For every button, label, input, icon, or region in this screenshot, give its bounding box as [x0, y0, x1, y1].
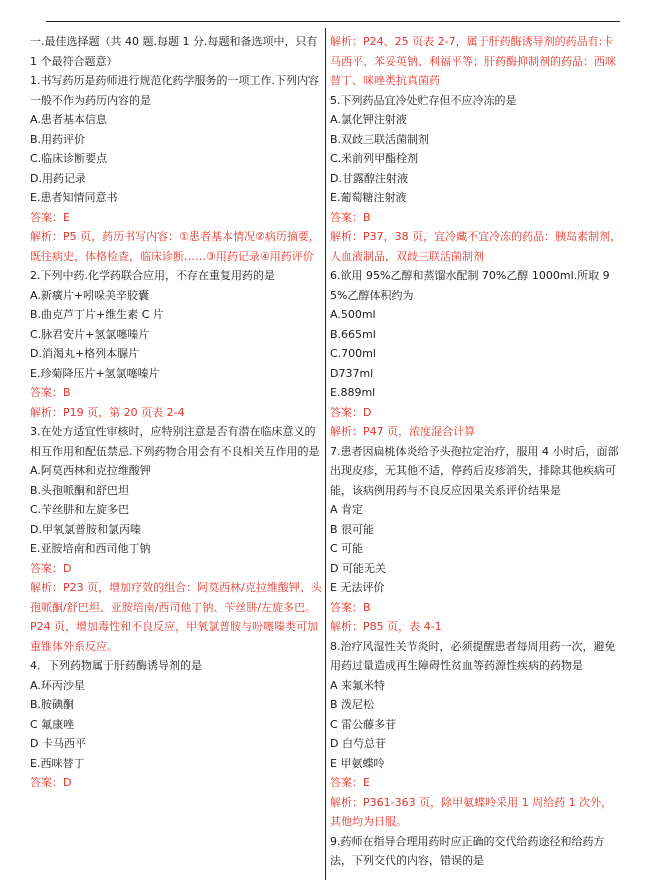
- q2-option-e: E.珍菊降压片+氢氯噻嗪片: [30, 366, 160, 380]
- question-6-stem: 6.欲用 95%乙醇和蒸馏水配制 70%乙醇 1000ml.所取 95%乙醇体积约为: [330, 269, 610, 302]
- q6-option-e: E.889ml: [330, 386, 376, 399]
- q6-explanation: 解析：P47 页，浓度混合计算: [330, 425, 476, 438]
- q4-option-a: A.环丙沙星: [30, 678, 85, 692]
- q7-option-e: E 无法评价: [330, 581, 385, 594]
- q6-option-d: D737ml: [330, 366, 374, 380]
- q1-option-c: C.临床诊断要点: [30, 152, 108, 165]
- q1-option-a: A.患者基本信息: [30, 113, 107, 126]
- question-5-stem: 5.下列药品宜冷处贮存但不应冷冻的是: [330, 93, 517, 107]
- q4-option-d: D 卡马西平: [30, 737, 86, 750]
- q7-option-b: B 很可能: [330, 522, 375, 536]
- q3-option-e: E.亚胺培南和西司他丁钠: [30, 542, 151, 555]
- question-8-stem: 8.治疗风湿性关节炎时，必须提醒患者每周用药一次，避免用药过量造成再生障碍性贫血等药源性疾病的药物是: [330, 639, 616, 672]
- q6-option-b: B.665ml: [330, 327, 376, 341]
- q8-option-b: B 泼尼松: [330, 698, 375, 711]
- q4-option-b: B.胺碘酮: [30, 698, 75, 711]
- header-rule: [46, 21, 620, 22]
- q8-answer: 答案：E: [330, 776, 370, 789]
- left-column: [30, 32, 323, 793]
- q2-option-a: A.新癀片+吲哚美辛胶囊: [30, 288, 150, 302]
- q3-option-d: D.甲氧氯普胺和氯丙嗪: [30, 522, 141, 536]
- q2-option-c: C.脉君安片+氢氯噻嗪片: [30, 327, 150, 341]
- section-title: 一.最佳选择题（共 40 题.每题 1 分.每题和备选项中，只有 1 个最符合题意）: [30, 35, 318, 68]
- q1-option-d: D.用药记录: [30, 171, 86, 185]
- q1-explanation: 解析：P5 页，药历书写内容：①患者基本情况②病历摘要，既往病史，体格检查，临床诊断……③用药记录④用药评价: [30, 230, 320, 263]
- q2-answer: 答案：B: [30, 386, 71, 399]
- q7-explanation: 解析：P85 页，表 4-1: [330, 620, 442, 633]
- q1-option-e: E.患者知情同意书: [30, 191, 118, 204]
- q1-option-b: B.用药评价: [30, 132, 86, 146]
- q2-option-d: D.消渴丸+格列本脲片: [30, 347, 140, 360]
- q3-option-b: B.头孢哌酮和舒巴坦: [30, 483, 130, 497]
- question-7-stem: 7.患者因扁桃体炎给予头孢拉定治疗，服用 4 小时后，面部出现皮疹，无其他不适，停药后皮疹消失，排除其他疾病可能，该病例用药与不良反应因果关系评价结果是: [330, 444, 619, 497]
- q3-option-a: A.阿莫西林和克拉维酸钾: [30, 464, 151, 477]
- q7-answer: 答案：B: [330, 600, 371, 614]
- q3-explanation-2: P24 页，增加毒性和不良反应，甲氧氯普胺与吩噻嗪类可加重锥体外系反应。: [30, 620, 319, 653]
- q6-answer: 答案：D: [330, 405, 372, 419]
- q5-explanation: 解析：P37，38 页，宜冷藏不宜冷冻的药品：胰岛素制剂，人血液制品，双歧三联活菌制剂: [330, 230, 622, 263]
- q3-answer: 答案：D: [30, 561, 72, 575]
- q4-option-e: E.西咪替丁: [30, 756, 85, 770]
- column-divider: [325, 28, 326, 880]
- q5-option-b: B.双歧三联活菌制剂: [330, 132, 430, 146]
- q8-option-e: E 甲氨蝶呤: [330, 756, 385, 770]
- q4-option-c: C 氟康唑: [30, 717, 75, 731]
- q8-option-d: D 白芍总苷: [330, 737, 386, 750]
- q3-explanation: 解析：P23 页，增加疗效的组合：阿莫西林/克拉维酸钾、头孢哌酮/舒巴坦、亚胺培南/西司他丁钠、苄丝肼/左旋多巴。: [30, 581, 322, 614]
- q5-option-d: D.甘露醇注射液: [330, 171, 408, 185]
- q7-option-d: D 可能无关: [330, 561, 386, 575]
- q8-option-a: A 来氟米特: [330, 678, 386, 692]
- question-9-stem: 9.药师在指导合理用药时应正确的交代给药途径和给药方法，下列交代的内容，错误的是: [330, 834, 605, 867]
- question-2-stem: 2.下列中药.化学药联合应用，不存在重复用药的是: [30, 269, 275, 282]
- q5-answer: 答案：B: [330, 210, 371, 224]
- q2-option-b: B.曲克芦丁片+维生素 C 片: [30, 308, 164, 321]
- q6-option-c: C.700ml: [330, 347, 376, 360]
- question-1-stem: 1.书写药历是药师进行规范化药学服务的一项工作.下列内容一般不作为药历内容的是: [30, 74, 319, 107]
- q7-option-c: C 可能: [330, 542, 364, 555]
- right-column: [330, 32, 622, 871]
- q6-option-a: A.500ml: [330, 308, 376, 321]
- q1-answer: 答案：E: [30, 210, 70, 224]
- q8-explanation: 解析：P361-363 页，除甲氨蝶呤采用 1 周给药 1 次外，其他均为日服。: [330, 795, 613, 828]
- q2-explanation: 解析：P19 页，第 20 页表 2-4: [30, 405, 185, 419]
- q4-explanation: 解析：P24、25 页表 2-7，属于肝药酶诱导剂的药品有:卡马西平、苯妥英钠、利福平等；肝药酶抑制剂的药品：西咪替丁、咪唑类抗真菌药: [330, 35, 616, 87]
- q3-option-c: C.苄丝肼和左旋多巴: [30, 503, 130, 516]
- q8-option-c: C 雷公藤多苷: [330, 717, 397, 731]
- q5-option-a: A.氯化钾注射液: [330, 113, 407, 126]
- q7-option-a: A 肯定: [330, 503, 364, 516]
- question-3-stem: 3.在处方适宜性审核时，应特别注意是否有潜在临床意义的相互作用和配伍禁忌.下列药物合用会有不良相关互作用的是: [30, 425, 320, 458]
- question-4-stem: 4．下列药物属于肝药酶诱导剂的是: [30, 659, 202, 672]
- q5-option-c: C.米前列甲酯栓剂: [330, 152, 419, 165]
- q4-answer: 答案：D: [30, 776, 72, 789]
- q5-option-e: E.葡萄糖注射液: [330, 191, 407, 204]
